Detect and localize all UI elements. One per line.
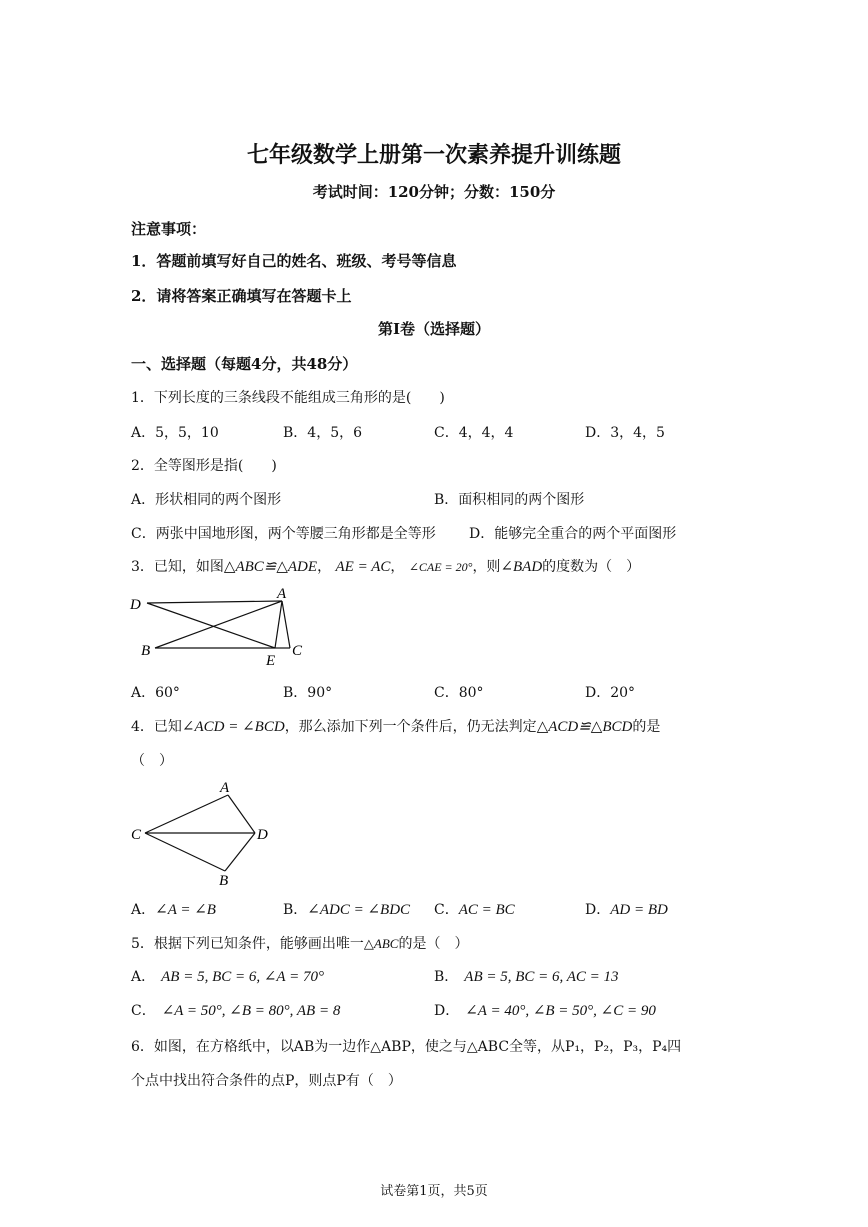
question-3-option-b: B．90° [283, 685, 333, 701]
option-math: ∠A = ∠B [155, 902, 216, 918]
question-2-stem: 2．全等图形是指( ) [131, 458, 277, 474]
question-5-option-a [131, 966, 324, 986]
question-4-stem-mid: ，那么添加下列一个条件后，仍无法判定 [284, 719, 537, 735]
question-1-option-b: B．4，5，6 [283, 425, 363, 441]
segment-ba [155, 601, 282, 648]
question-5-option-d [434, 1000, 656, 1020]
question-3-figure [125, 585, 315, 670]
question-1-stem: 1．下列长度的三条线段不能组成三角形的是( ) [131, 390, 445, 406]
question-4-given: ∠ACD = ∠BCD [181, 719, 285, 735]
option-letter: C． [434, 902, 459, 918]
segment-ad [228, 795, 255, 833]
option-letter: A． [131, 902, 156, 918]
option-letter: C． [131, 1003, 156, 1019]
question-2-option-a: A．形状相同的两个图形 [131, 492, 282, 508]
option-letter: B． [283, 902, 308, 918]
option-math: AB = 5, BC = 6, AC = 13 [464, 969, 619, 985]
question-4-stem-text: 4．已知 [131, 719, 182, 735]
question-5-triangle: △ABC [363, 936, 399, 951]
label-b: B [141, 643, 151, 659]
question-4-option-b [283, 899, 410, 919]
question-3-sep-2: ， [390, 559, 405, 575]
question-4-stem-end: 的是 [632, 719, 661, 735]
question-5-option-c [131, 1000, 340, 1020]
question-3-option-d: D．20° [585, 685, 636, 701]
segment-de [147, 603, 275, 648]
option-letter: D． [585, 902, 611, 918]
question-3-option-a: A．60° [131, 685, 180, 701]
notice-item-2: 2．请将答案正确填写在答题卡上 [131, 287, 352, 305]
question-4-option-c [434, 899, 515, 919]
segment-da [147, 601, 282, 603]
page-footer: 试卷第1页，共5页 [380, 1184, 488, 1199]
question-3-angle-cae: ∠CAE = 20° [408, 560, 473, 574]
segment-ac [282, 601, 290, 648]
question-3-sep-1: ， [317, 559, 332, 575]
question-4-stem-cont: （ ） [131, 753, 173, 769]
label-b: B [219, 873, 229, 889]
option-math: AC = BC [458, 902, 515, 918]
question-3-congruence: △ABC≌△ADE [223, 559, 318, 575]
label-e: E [266, 653, 276, 669]
question-3-equal-sides: AE = AC [335, 559, 391, 575]
option-math: AB = 5, BC = 6, ∠A = 70° [161, 969, 324, 985]
segment-bd [225, 833, 255, 871]
question-1-option-c: C．4，4，4 [434, 425, 514, 441]
question-5-stem-text: 5．根据下列已知条件，能够画出唯一 [131, 936, 364, 952]
question-3-stem-end: 的度数为（ ） [542, 559, 641, 575]
question-5-option-b [434, 966, 619, 986]
page-title: 七年级数学上册第一次素养提升训练题 [246, 142, 621, 168]
question-3-stem-text: 3．已知，如图 [131, 559, 224, 575]
segment-ca [145, 795, 228, 833]
question-1-option-a: A．5，5，10 [131, 425, 219, 441]
question-4-congruence: △ACD≌△BCD [536, 719, 633, 735]
question-2-option-b: B．面积相同的两个图形 [434, 492, 585, 508]
question-3-option-c: C．80° [434, 685, 484, 701]
question-6-stem-line-1: 6．如图，在方格纸中，以AB为一边作△ABP，使之与△ABC全等，从P₁，P₂，P₃，P₄四 [131, 1039, 682, 1055]
label-c: C [292, 643, 303, 659]
question-4-option-a [131, 899, 216, 919]
option-math: ∠A = 40°, ∠B = 50°, ∠C = 90 [465, 1003, 656, 1019]
segment-cb [145, 833, 225, 871]
segment-ae [275, 601, 282, 648]
section-title: 一、选择题（每题4分，共48分） [131, 355, 358, 373]
question-4-figure [125, 775, 280, 890]
question-3-stem [131, 556, 640, 576]
question-2-option-c: C．两张中国地形图，两个等腰三角形都是全等形 [131, 526, 436, 542]
exam-info: 考试时间：120分钟；分数：150分 [312, 183, 556, 201]
question-2-option-d: D．能够完全重合的两个平面图形 [469, 526, 677, 542]
option-math: ∠ADC = ∠BDC [307, 902, 411, 918]
notice-item-1: 1．答题前填写好自己的姓名、班级、考号等信息 [131, 252, 457, 270]
question-1-option-d: D．3，4，5 [585, 425, 665, 441]
question-6-stem-line-2: 个点中找出符合条件的点P，则点P有（ ） [131, 1073, 402, 1089]
question-4-option-d [585, 899, 668, 919]
question-5-stem [131, 933, 468, 953]
question-4-stem [131, 716, 660, 736]
question-3-sep-3: ，则 [472, 559, 501, 575]
option-math: ∠A = 50°, ∠B = 80°, AB = 8 [161, 1003, 341, 1019]
option-math: AD = BD [610, 902, 668, 918]
label-a: A [220, 780, 230, 796]
label-d: D [257, 827, 268, 843]
volume-title: 第I卷（选择题） [377, 320, 491, 338]
label-c: C [131, 827, 142, 843]
question-5-stem-end: 的是（ ） [398, 936, 469, 952]
question-3-angle-bad: ∠BAD [500, 559, 543, 575]
option-letter: D． [434, 1003, 460, 1019]
label-d: D [130, 597, 141, 613]
option-letter: B． [434, 969, 459, 985]
notice-heading: 注意事项： [131, 220, 207, 238]
option-letter: A． [131, 969, 156, 985]
label-a: A [277, 586, 287, 602]
